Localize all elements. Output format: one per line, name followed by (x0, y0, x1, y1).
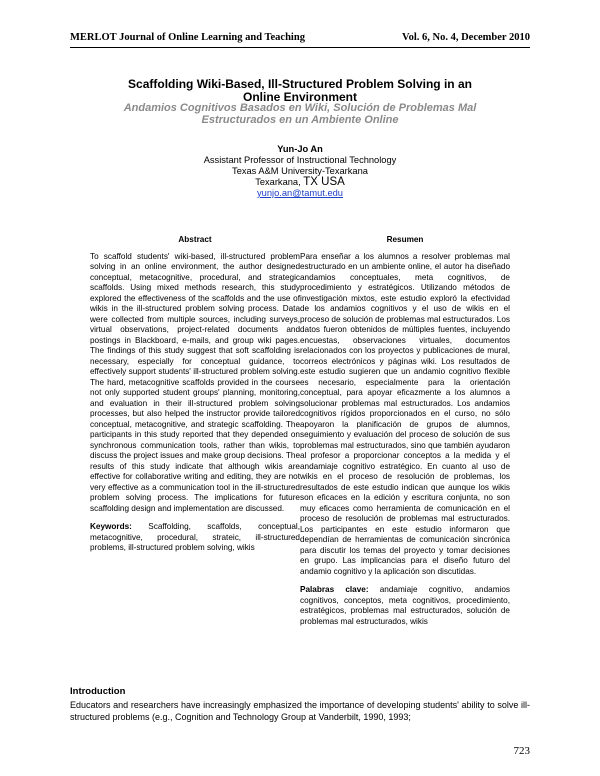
resumen-text: Para enseñar a los alumnos a resolver problemas mal estructurado en un ambiente online, el autor ha diseñado andamios conceptuales, meta cognitivos, de procedimiento y estratégicos. Utilizando métodos de investigación mixtos, este estudio exploró la efectividad de los andamios cognitivos y el uso de wikis en el proceso de solución de problemas mal estructurados. Los datos fueron obtenidos de múltiples fuentes, incluyendo encuestas, observaciones virtuales, documentos relacionados con los proyectos y publicaciones de mural, correos electrónicos y páginas wiki. Los resultados de este estudio sugieren que un andamio cognitivo flexible es necesario, especialmente para la orientación conceptual, para apoyar eficazmente a los alumnos a solucionar problemas mal estructurados. Los andamios cognitivos rígidos proporcionados en el curso, no sólo apoyaron la planificación de grupos de alumnos, seguimiento y evaluación del proceso de solución de sus problemas mal estructurados, sino que también ayudaron al profesor a proporcionar conceptos a la medida y el andamiaje cognitivo estratégico. En cuanto al uso de wikis en el proceso de resolución de problemas, los resultados de este estudio indican que aunque los wikis son eficaces en la edición y escritura conjunta, no son muy eficaces como herramienta de comunicación en el proceso de resolución de problemas mal estructurados. Los participantes en este estudio informaron que dependían de herramientas de comunicación sincrónica para discutir los temas del proyecto y tomar decisiones en grupo. Las implicancias para el diseño futuro del andamio cognitivo y la aplicación son discutidas. (300, 251, 510, 576)
abstract-column (90, 235, 300, 554)
resumen-heading: Resumen (386, 235, 424, 244)
resumen-column (300, 235, 510, 627)
author-position: Assistant Professor of Instructional Technology (203, 155, 397, 165)
keywords-text: Scaffolding, scaffolds, conceptual, metacognitive, procedural, strateic, ill-structured problems, ill-structured problem solving, wikis (90, 522, 301, 552)
journal-title: MERLOT Journal of Online Learning and Teaching (70, 32, 305, 43)
header-rule (70, 47, 530, 48)
author-email-link[interactable]: yunjo.an@tamut.edu (257, 188, 343, 198)
paper-title (70, 78, 530, 104)
volume-info: Vol. 6, No. 4, December 2010 (401, 32, 530, 43)
palabras-clave-label: Palabras clave: (300, 585, 369, 594)
introduction-heading: Introduction (70, 686, 126, 697)
subtitle-line-1: Andamios Cognitivos Basados en Wiki, Solución de Problemas Mal (123, 102, 477, 114)
author-name: Yun-Jo An (277, 144, 323, 154)
author-block (70, 144, 530, 199)
palabras-clave-text: andamiaje cognitivo, andamios cognitivos, conceptos, meta cognitivos, procedimiento, estratégicos, problemas mal estructurados, solución de problemas mal estructurados, wikis (300, 585, 510, 626)
paper-subtitle (70, 102, 530, 126)
introduction-text: Educators and researchers have increasingly emphasized the importance of developing students' ability to solve ill-structured problems (e.g., Cognition and Technology Group at Vanderbilt, 1990, 1993; (70, 700, 530, 722)
title-line-1: Scaffolding Wiki-Based, Ill-Structured Problem Solving in an (128, 77, 472, 91)
abstract-keywords (90, 522, 300, 554)
author-institution: Texas A&M University-Texarkana (232, 166, 368, 176)
abstract-heading: Abstract (178, 235, 212, 244)
keywords-label: Keywords: (90, 522, 132, 531)
title-line-2: Online Environment (242, 90, 357, 104)
page-number: 723 (513, 745, 530, 757)
resumen-keywords (300, 585, 510, 627)
author-state: TX USA (303, 176, 345, 188)
subtitle-line-2: Estructurados en un Ambiente Online (201, 114, 399, 126)
author-location (70, 177, 530, 188)
author-city: Texarkana, (255, 177, 304, 187)
abstract-text: To scaffold students' wiki-based, ill-structured problem solving in an online environment, the author designed conceptual, metacognitive, procedural, and strategic scaffolds. Using mixed methods research, this study explored the effectiveness of the scaffolds and the use of wikis in the ill-structured problem solving process. Data were collected from multiple sources, including surveys, virtual observations, project-related documents and postings in Blackboard, e-mails, and group wiki pages. The findings of this study suggest that soft scaffolding is necessary, especially for conceptual guidance, to effectively support students' ill-structured problem solving. The hard, metacognitive scaffolds provided in the course not only supported student groups' planning, monitoring, and evaluation in their ill-structured problem solving processes, but also helped the instructor provide tailored conceptual, metacognitive, and strategic scaffolding. The participants in this study reported that they depended on synchronous communication tools, rather than wikis, to discuss the project issues and make group decisions. The results of this study indicate that although wikis are effective for collaborative writing and editing, they are not very effective as a communication tool in the ill-structured problem solving process. The implications for future scaffolding design and implementation are discussed. (90, 251, 300, 513)
